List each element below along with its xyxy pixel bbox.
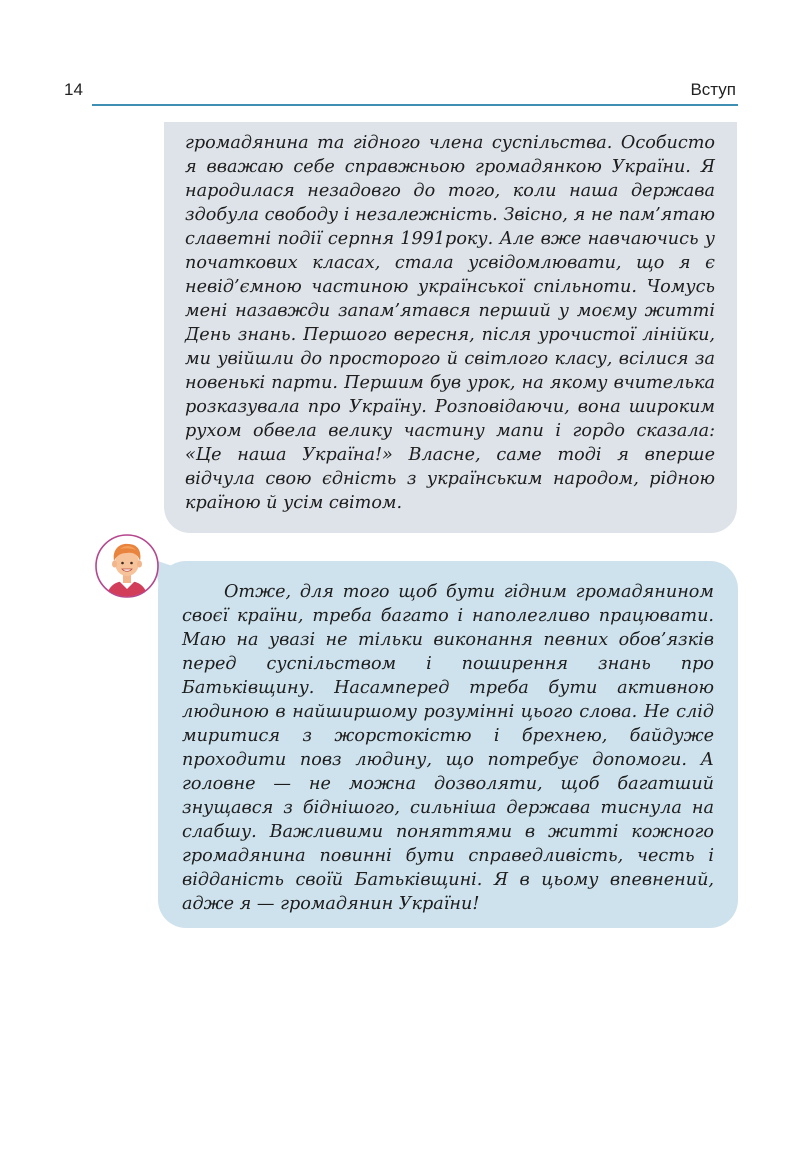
page-number: 14 [64,80,83,99]
boy-avatar-icon [94,533,160,599]
bubble-2-text: Отже, для того щоб бути гідним громадянином своєї країни, треба багато і наполегливо працювати. Маю на увазі не тільки виконання певних обов’язків перед суспільством і поширення знань про Батьківщину. Насамперед треба бути активною людиною в найширшому розумінні цього слова. Не слід миритися з жорстокістю і брехнею, байдуже проходити повз людину, що потребує допомоги. А головне — не можна дозволяти, щоб багатший знущався з біднішого, сильніша держава тиснула на слабшу. Важливими поняттями в житті кожного громадянина повинні бути справедливість, честь і відданість своїй Батьківщині. Я в цьому впевнений, адже я — громадянин України! [182,582,714,914]
bubble-1-text: громадянина та гідного члена суспільства. Особисто я вважаю себе справжньою громадянкою України. Я народилася незадовго до того, коли наша держава здобула свободу і незалежність. Звісно, я не пам’ятаю славетні події серпня 1991року. Але вже навчаючись у початкових класах, стала усвідомлювати, що я є невід’ємною частиною української спільноти. Чомусь мені назавжди запам’ятався перший у моєму житті День знань. Першого вересня, після урочистої лінійки, ми увійшли до просторого й світлого класу, всілися за новенькі парти. Першим був урок, на якому вчителька розказувала про Україну. Розповідаючи, вона широким рухом обвела велику частину мапи і гордо сказала: «Це наша Україна!» Власне, саме тоді я вперше відчула свою єдність з українським народом, рідною країною й усім світом. [185,133,715,513]
section-title: Вступ [690,80,736,99]
header-rule [92,104,738,106]
speech-bubble-girl [164,122,737,533]
speech-bubble-boy [158,561,738,928]
